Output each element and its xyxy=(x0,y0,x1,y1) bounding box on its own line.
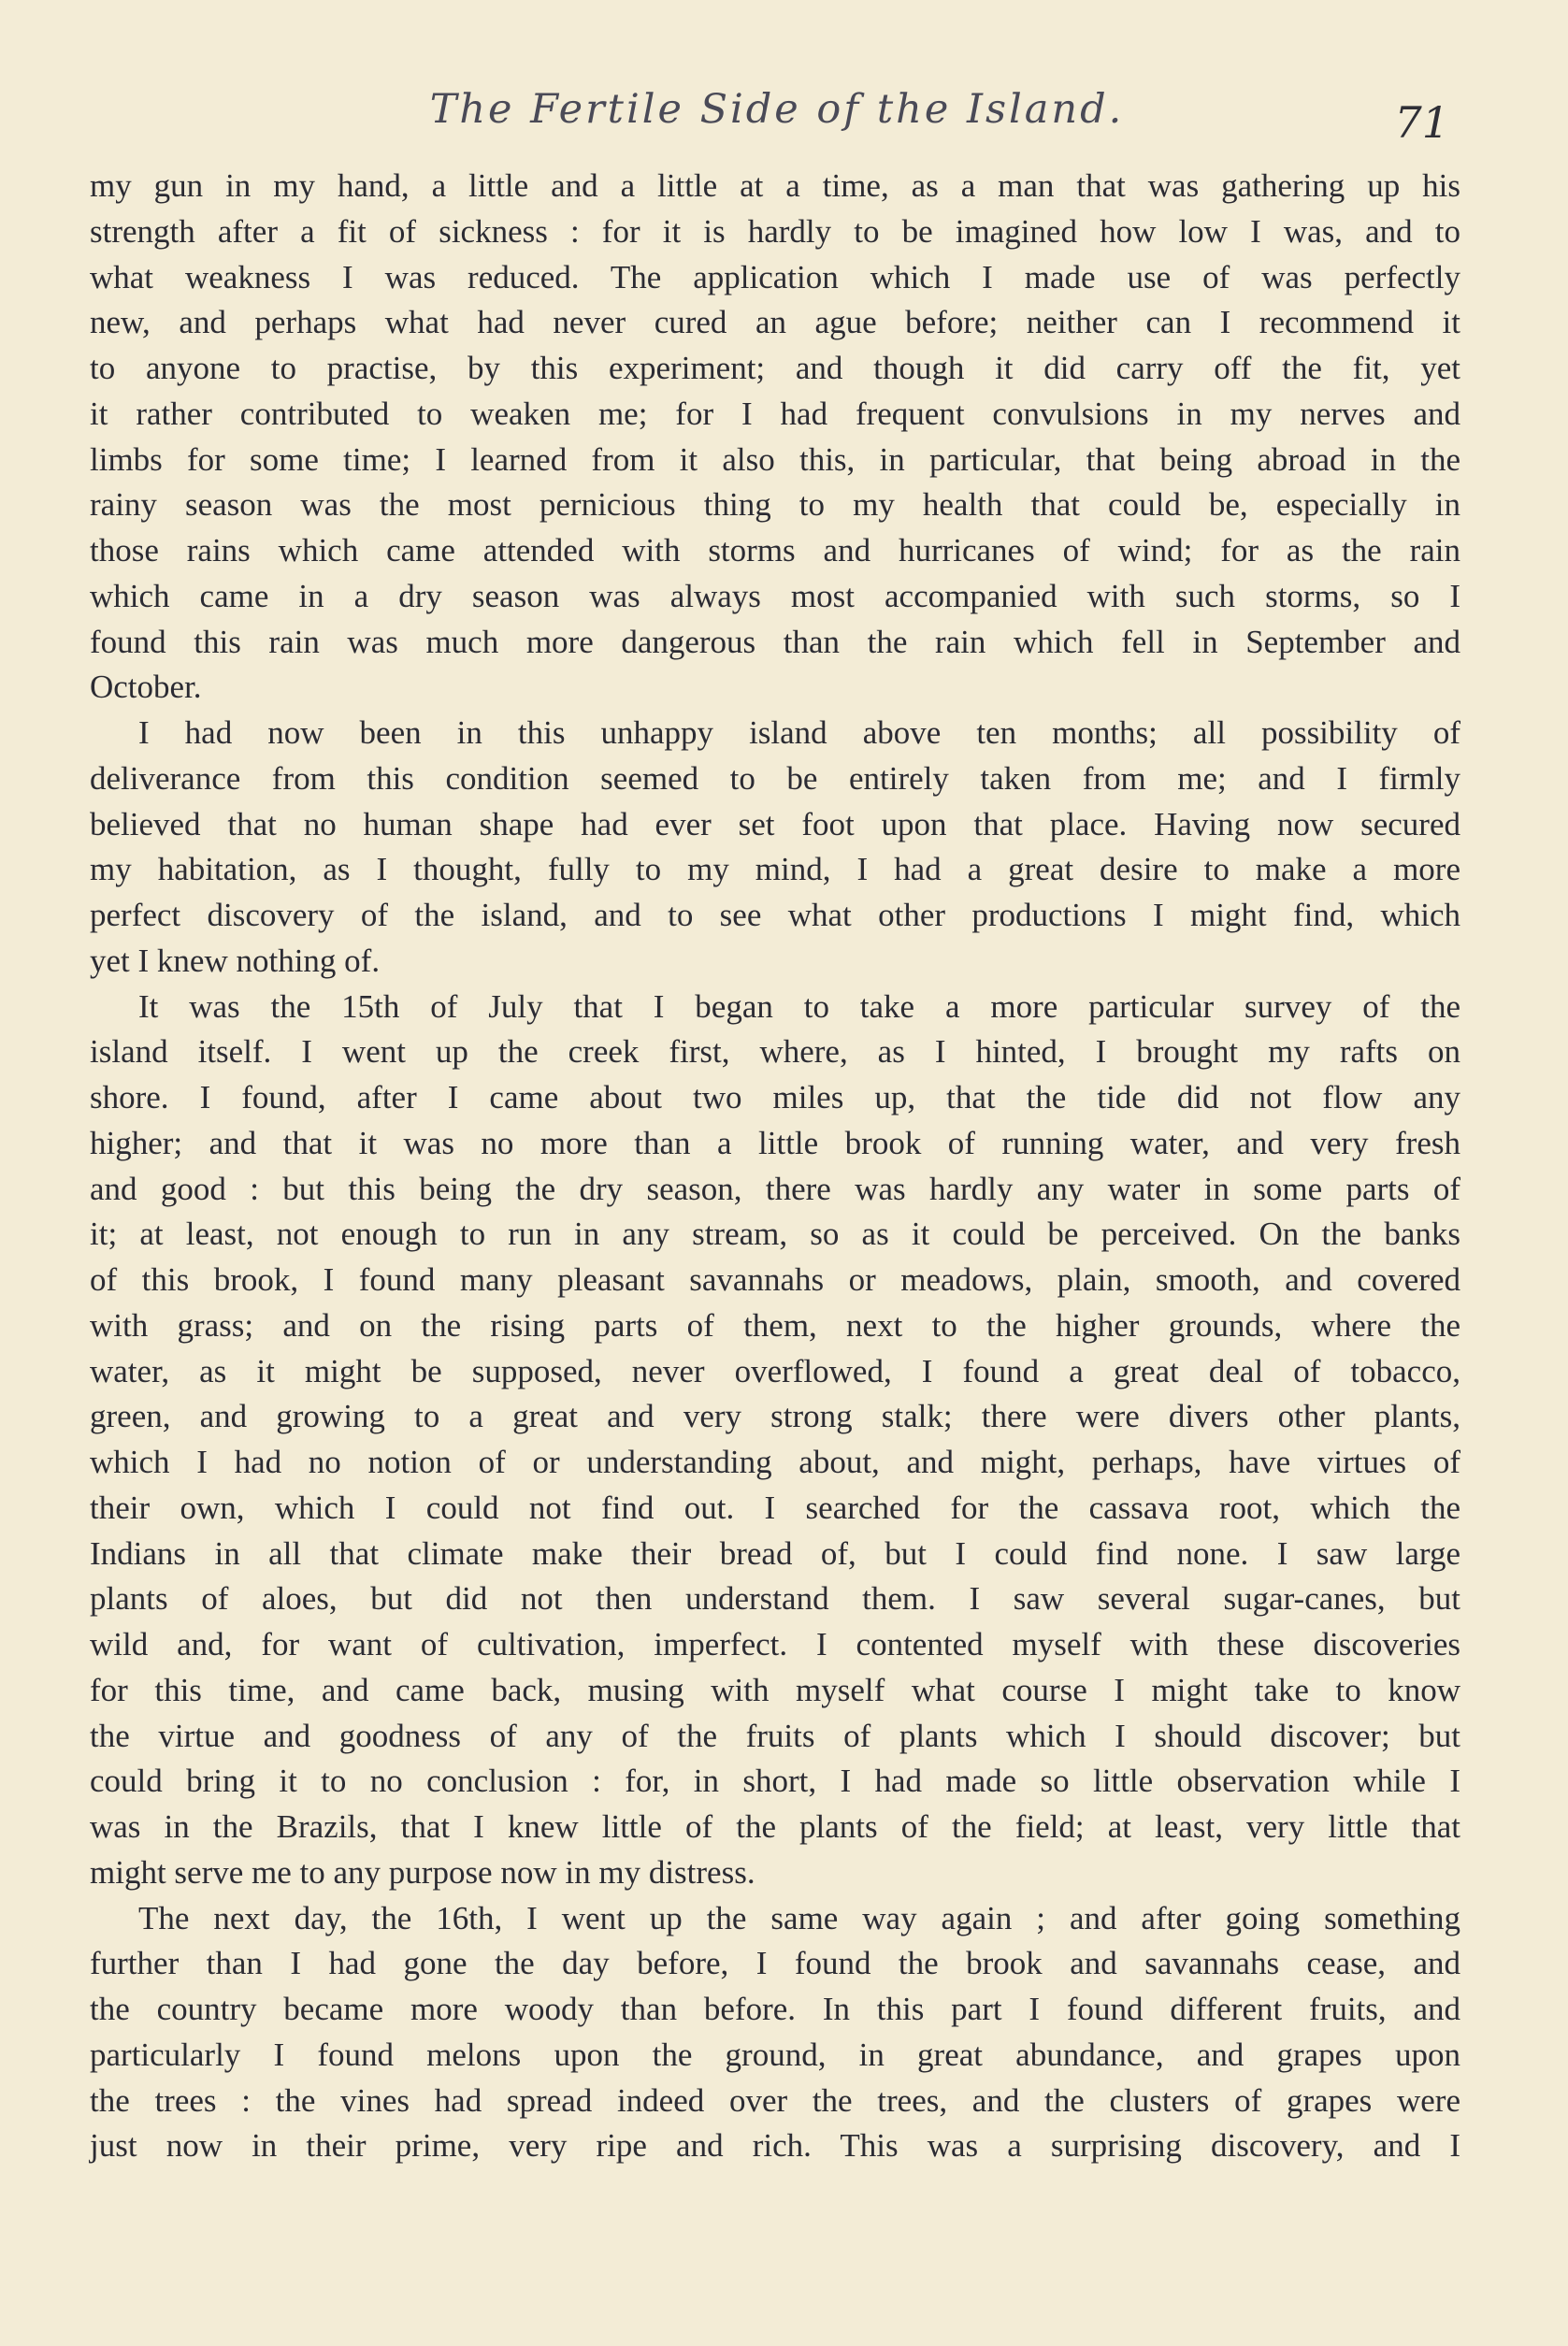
text-line: rainy season was the most pernicious thing to my health that could be, especially in xyxy=(90,486,1460,524)
text-line: for this time, and came back, musing with myself what course I might take to know xyxy=(90,1671,1460,1708)
text-line: It was the 15th of July that I began to take a more particular survey of the xyxy=(138,987,1460,1025)
page-number: 71 xyxy=(1394,97,1449,148)
text-line: new, and perhaps what had never cured an ague before; neither can I recommend it xyxy=(90,304,1460,341)
text-line: deliverance from this condition seemed to be entirely taken from me; and I firmly xyxy=(90,759,1460,797)
text-line: my habitation, as I thought, fully to my mind, I had a great desire to make a more xyxy=(90,851,1460,888)
text-line: island itself. I went up the creek first, where, as I hinted, I brought my rafts on xyxy=(90,1033,1460,1071)
text-line: which I had no notion of or understanding about, and might, perhaps, have virtues of xyxy=(90,1444,1460,1480)
text-line: Indians in all that climate make their bread of, but I could find none. I saw large xyxy=(90,1534,1460,1572)
text-line: their own, which I could not find out. I searched for the cassava root, which the xyxy=(90,1489,1460,1526)
text-line: I had now been in this unhappy island above ten months; all possibility of xyxy=(138,714,1460,751)
text-line: particularly I found melons upon the ground, in great abundance, and grapes upon xyxy=(90,2036,1460,2073)
text-line: might serve me to any purpose now in my distress. xyxy=(90,1853,755,1891)
text-line: wild and, for want of cultivation, imperfect. I contented myself with these discoveries xyxy=(90,1626,1460,1662)
text-line: the trees : the vines had spread indeed over the trees, and the clusters of grapes were xyxy=(90,2081,1460,2119)
text-line: strength after a fit of sickness : for it is hardly to be imagined how low I was, and to xyxy=(90,212,1460,250)
text-line: the virtue and goodness of any of the fruits of plants which I should discover; but xyxy=(90,1717,1460,1754)
running-title: The Fertile Side of the Island. xyxy=(429,86,1125,133)
text-line: water, as it might be supposed, never overflowed, I found a great deal of tobacco, xyxy=(90,1352,1460,1389)
text-line: further than I had gone the day before, I found the brook and savannahs cease, and xyxy=(90,1945,1460,1982)
text-line: what weakness I was reduced. The application which I made use of was perfectly xyxy=(90,258,1460,295)
text-line: perfect discovery of the island, and to see what other productions I might find, which xyxy=(90,897,1460,933)
text-line: found this rain was much more dangerous than the rain which fell in September and xyxy=(90,623,1460,660)
body-text xyxy=(90,164,1460,2169)
text-line: my gun in my hand, a little and a little at a time, as a man that was gathering up his xyxy=(90,167,1460,204)
text-line: it; at least, not enough to run in any stream, so as it could be perceived. On the banks xyxy=(90,1216,1460,1253)
text-line: higher; and that it was no more than a little brook of running water, and very fresh xyxy=(90,1124,1460,1161)
paragraph-3 xyxy=(90,985,1460,1896)
text-line: believed that no human shape had ever set foot upon that place. Having now secured xyxy=(90,805,1460,842)
paragraph-2 xyxy=(90,711,1460,985)
text-line: and good : but this being the dry season, there was hardly any water in some parts of xyxy=(90,1170,1460,1207)
text-line: of this brook, I found many pleasant savannahs or meadows, plain, smooth, and covered xyxy=(90,1261,1460,1298)
paragraph-1 xyxy=(90,164,1460,711)
text-line: just now in their prime, very ripe and rich. This was a surprising discovery, and I xyxy=(90,2127,1460,2165)
text-line: was in the Brazils, that I knew little of the plants of the field; at least, very little that xyxy=(90,1808,1460,1845)
running-header xyxy=(90,77,1464,148)
text-line: plants of aloes, but did not then understand them. I saw several sugar-canes, but xyxy=(90,1580,1460,1618)
text-line: yet I knew nothing of. xyxy=(90,942,381,979)
text-line: those rains which came attended with storms and hurricanes of wind; for as the rain xyxy=(90,532,1460,569)
text-line: with grass; and on the rising parts of them, next to the higher grounds, where the xyxy=(90,1306,1460,1344)
text-line: the country became more woody than before. In this part I found different fruits, and xyxy=(90,1991,1460,2027)
text-line: limbs for some time; I learned from it also this, in particular, that being abroad in the xyxy=(90,440,1460,478)
text-line: The next day, the 16th, I went up the same way again ; and after going something xyxy=(138,1899,1460,1936)
paragraph-4 xyxy=(90,1896,1460,2170)
text-line: to anyone to practise, by this experiment; and though it did carry off the fit, yet xyxy=(90,350,1460,386)
text-line: could bring it to no conclusion : for, in short, I had made so little observation while I xyxy=(90,1763,1460,1800)
text-line: it rather contributed to weaken me; for I had frequent convulsions in my nerves and xyxy=(90,395,1460,432)
text-line: which came in a dry season was always most accompanied with such storms, so I xyxy=(90,577,1460,614)
text-line: shore. I found, after I came about two miles up, that the tide did not flow any xyxy=(90,1079,1460,1115)
text-line: green, and growing to a great and very strong stalk; there were divers other plants, xyxy=(90,1398,1460,1435)
text-line: October. xyxy=(90,669,202,706)
